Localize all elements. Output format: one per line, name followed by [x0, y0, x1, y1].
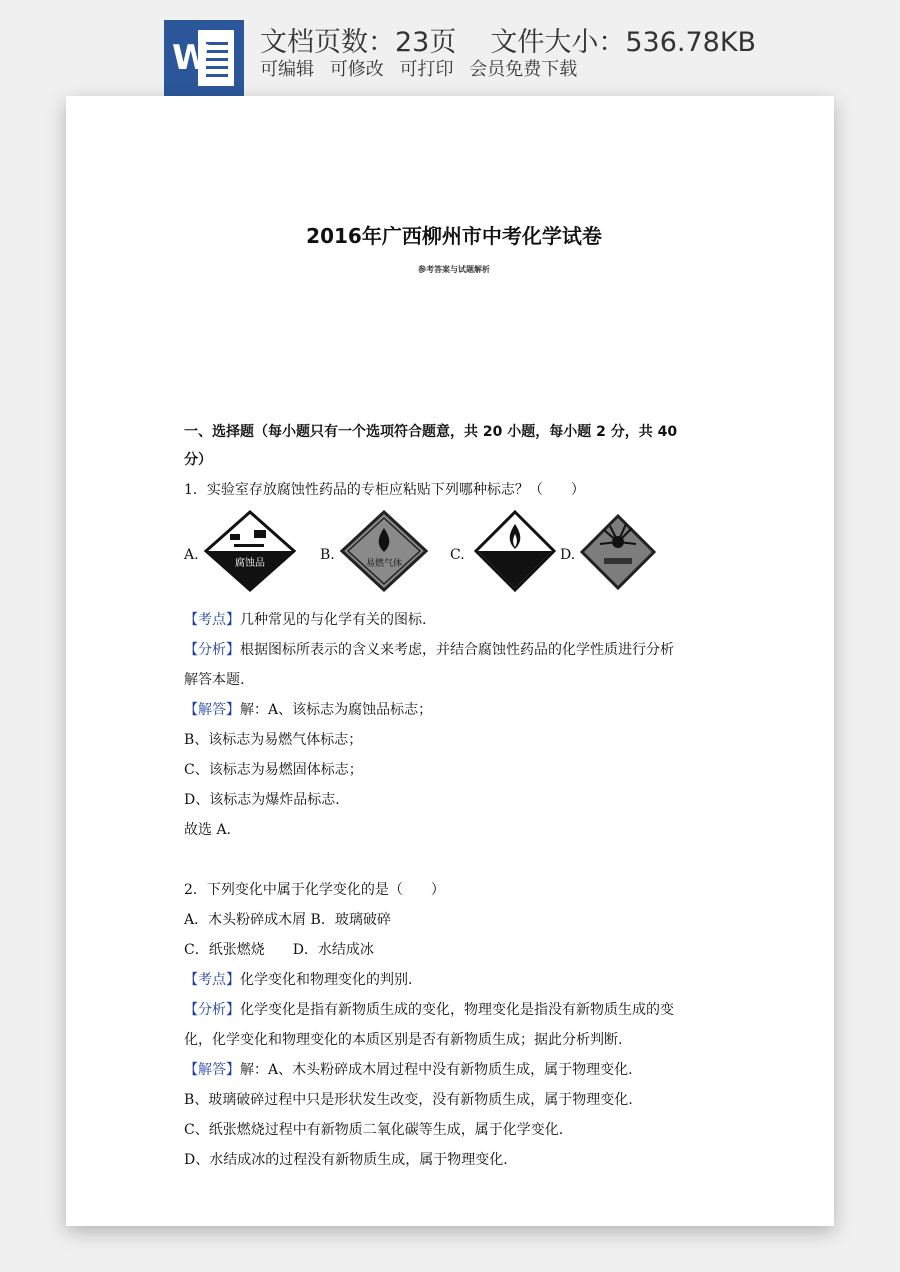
file-size: 文件大小：536.78KB — [490, 27, 757, 58]
q1-kaodian-text: 几种常见的与化学有关的图标. — [240, 612, 427, 628]
q2-fenxi-tag: 【分析】 — [184, 1002, 240, 1018]
section-heading-cont: 分） — [184, 452, 212, 468]
q1-jieda — [184, 700, 432, 720]
feature-modifiable: 可修改 — [329, 59, 384, 80]
q1-option-c-label: C. — [450, 547, 465, 563]
q1-jieda-tag: 【解答】 — [184, 702, 240, 718]
q1-jieda-text: 解：A、该标志为腐蚀品标志； — [240, 702, 433, 718]
section-heading: 一、选择题（每小题只有一个选项符合题意，共 20 小题，每小题 2 分，共 40 — [184, 424, 678, 440]
page-count: 文档页数：23页 — [260, 27, 457, 58]
word-document-icon — [164, 20, 244, 96]
q1-option-d-label: D. — [560, 547, 576, 563]
flammable-gas-sign-label: 易燃气体 — [365, 559, 403, 569]
question-2-stem: 2．下列变化中属于化学变化的是（ ） — [184, 882, 445, 898]
q1-fenxi-tag: 【分析】 — [184, 642, 240, 658]
q1-answer: 故选 A. — [184, 822, 232, 838]
q2-kaodian-tag: 【考点】 — [184, 972, 240, 988]
feature-printable: 可打印 — [399, 59, 454, 80]
corrosive-sign-label: 腐蚀品 — [235, 558, 265, 569]
q1-fenxi-text: 根据图标所表示的含义来考虑，并结合腐蚀性药品的化学性质进行分析 — [240, 642, 674, 658]
flammable-solid-sign-icon — [474, 510, 556, 592]
q1-kaodian — [184, 610, 426, 630]
q1-jieda-c: C、该标志为易燃固体标志； — [184, 762, 363, 778]
flammable-gas-sign-icon — [340, 510, 428, 592]
q2-kaodian — [184, 970, 412, 990]
q2-fenxi-text: 化学变化是指有新物质生成的变化，物理变化是指没有新物质生成的变 — [240, 1002, 674, 1018]
feature-editable: 可编辑 — [260, 59, 314, 80]
file-info — [260, 20, 756, 59]
q2-jieda — [184, 1060, 633, 1080]
page-title: 2016年广西柳州市中考化学试卷 — [306, 224, 602, 248]
q2-fenxi-cont: 化，化学变化和物理变化的本质区别是否有新物质生成；据此分析判断. — [184, 1032, 623, 1048]
explosive-sign-icon — [580, 514, 656, 590]
page-subtitle: 参考答案与试题解析 — [418, 265, 490, 274]
q2-jieda-d: D、水结成冰的过程没有新物质生成，属于物理变化. — [184, 1152, 508, 1168]
feature-list — [260, 55, 587, 81]
q2-jieda-b: B、玻璃破碎过程中只是形状发生改变，没有新物质生成，属于物理变化. — [184, 1092, 633, 1108]
q2-jieda-tag: 【解答】 — [184, 1062, 240, 1078]
q1-option-b-label: B. — [320, 547, 335, 563]
q2-jieda-c: C、纸张燃烧过程中有新物质二氧化碳等生成，属于化学变化. — [184, 1122, 564, 1138]
q1-option-a-label: A. — [184, 547, 199, 563]
q1-jieda-d: D、该标志为爆炸品标志. — [184, 792, 340, 808]
q2-fenxi — [184, 1000, 674, 1020]
feature-member-download: 会员免费下载 — [469, 59, 578, 80]
word-icon-letter: W — [172, 38, 210, 78]
q1-fenxi — [184, 640, 674, 660]
document-page — [66, 96, 834, 1226]
q2-jieda-text: 解：A、木头粉碎成木屑过程中没有新物质生成，属于物理变化. — [240, 1062, 633, 1078]
question-1-stem: 1．实验室存放腐蚀性药品的专柜应粘贴下列哪种标志？（ ） — [184, 482, 585, 498]
q2-options-ab: A．木头粉碎成木屑 B．玻璃破碎 — [184, 912, 391, 928]
q2-options-cd: C．纸张燃烧 D．水结成冰 — [184, 942, 374, 958]
q1-kaodian-tag: 【考点】 — [184, 612, 240, 628]
q1-fenxi-cont: 解答本题. — [184, 672, 245, 688]
q1-jieda-b: B、该标志为易燃气体标志； — [184, 732, 363, 748]
corrosive-sign-icon — [204, 510, 296, 592]
q2-kaodian-text: 化学变化和物理变化的判别. — [240, 972, 413, 988]
download-banner — [0, 0, 900, 100]
